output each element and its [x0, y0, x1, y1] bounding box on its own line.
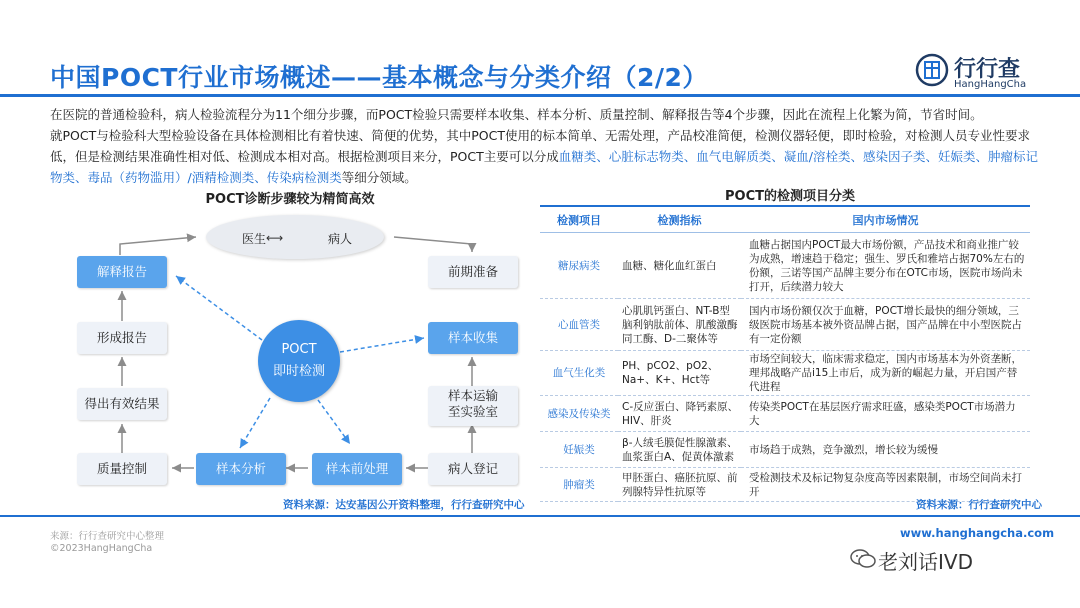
step-get-result: 得出有效结果	[77, 388, 167, 420]
table-row	[540, 351, 1030, 396]
patient-label: 病人	[328, 232, 353, 246]
logo-text: 行行查	[954, 57, 1021, 82]
intro-paragraph-1: 在医院的普通检验科，病人检验流程分为11个细分步骤，而POCT检验只需要样本收集、样本分析、质量控制、解释报告等4个步骤，因此在流程上化繁为简，节省时间。	[50, 107, 983, 122]
intro-end-text: 等细分领域。	[341, 170, 417, 185]
step-sample-pretreatment: 样本前处理	[312, 453, 402, 485]
table-row	[540, 396, 1030, 432]
column-header: 检测指标	[618, 208, 741, 233]
indicator-cell: C-反应蛋白、降钙素原、HIV、肝炎	[618, 396, 741, 432]
poct-category-table	[540, 208, 1030, 502]
step-sample-transport: 样本运输 至实验室	[428, 386, 518, 426]
footer-copyright: ©2023HangHangCha	[50, 543, 153, 554]
table-row	[540, 233, 1030, 299]
core-label-2: 即时检测	[272, 364, 325, 379]
market-cell: 市场趋于成熟，竞争激烈，增长较为缓慢	[741, 432, 1030, 468]
doctor-patient-ellipse	[206, 215, 384, 259]
step-preparation: 前期准备	[428, 256, 518, 288]
table-row	[540, 299, 1030, 351]
table-title: POCT的检测项目分类	[725, 189, 855, 204]
page-title: 中国POCT行业市场概述——基本概念与分类介绍（2/2）	[50, 63, 708, 92]
category-cell: 妊娠类	[540, 432, 618, 468]
watermark-text: 老刘话IVD	[878, 550, 973, 574]
step-form-report: 形成报告	[77, 322, 167, 354]
doctor-label: 医生	[242, 232, 267, 246]
indicator-cell: 甲胚蛋白、癌胚抗原、前列腺特异性抗原等	[618, 468, 741, 502]
table-top-rule	[540, 205, 1030, 207]
step-sample-analysis: 样本分析	[196, 453, 286, 485]
footer-website-link[interactable]: www.hanghangcha.com	[900, 526, 1055, 540]
category-cell: 血气生化类	[540, 351, 618, 396]
market-cell: 国内市场份额仅次于血糖，POCT增长最快的细分领域，三级医院市场基本被外资品牌占据，国产品牌在中小型医院占有一定份额	[741, 299, 1030, 351]
indicator-cell: 血糖、糖化血红蛋白	[618, 233, 741, 299]
column-header: 检测项目	[540, 208, 618, 233]
market-cell: 市场空间较大，临床需求稳定，国内市场基本为外资垄断，理邦战略产品i15上市后，成为新的崛起力量，开启国产替代进程	[741, 351, 1030, 396]
step-sample-collection: 样本收集	[428, 322, 518, 354]
category-cell: 心血管类	[540, 299, 618, 351]
category-cell: 糖尿病类	[540, 233, 618, 299]
bidirectional-arrow-icon: ⟷	[266, 231, 284, 245]
footer-source: 来源：行行查研究中心整理	[50, 531, 165, 542]
step-patient-registration: 病人登记	[428, 453, 518, 485]
market-cell: 传染类POCT在基层医疗需求旺盛，感染类POCT市场潜力大	[741, 396, 1030, 432]
indicator-cell: PH、pCO2、pO2、Na+、K+、Hct等	[618, 351, 741, 396]
footer-divider	[0, 515, 1080, 517]
indicator-cell: β-人绒毛膜促性腺激素、血浆蛋白A、促黄体激素	[618, 432, 741, 468]
table-source: 资料来源：行行查研究中心	[916, 499, 1042, 511]
logo-subtext: HangHangCha	[954, 79, 1027, 90]
core-label-1: POCT	[281, 342, 317, 357]
diagram-title: POCT诊断步骤较为精简高效	[205, 192, 375, 207]
diagram-source: 资料来源：达安基因公开资料整理，行行查研究中心	[283, 499, 525, 511]
intro-category-highlight: 血糖类、心脏标志物类、血气电解质类、凝血/溶栓类、感染因子类、妊娠类、肿瘤标记物类、毒品（药物滥用）/酒精检测类、传染病检测类	[50, 149, 1038, 185]
market-cell: 血糖占据国内POCT最大市场份额，产品技术和商业推广较为成熟，增速趋于稳定；强生、罗氏和雅培占据70%左右的份额，三诺等国产品牌主要分布在OTC市场，医院市场尚未打开，后续潜力较大	[741, 233, 1030, 299]
step-quality-control: 质量控制	[77, 453, 167, 485]
step-interpret-report: 解释报告	[77, 256, 167, 288]
column-header: 国内市场情况	[741, 208, 1030, 233]
category-cell: 肿瘤类	[540, 468, 618, 502]
poct-core-circle	[258, 320, 340, 402]
indicator-cell: 心肌肌钙蛋白、NT-B型脑利钠肽前体、肌酸激酶同工酶、D-二聚体等	[618, 299, 741, 351]
wechat-icon	[850, 548, 876, 570]
category-cell: 感染及传染类	[540, 396, 618, 432]
intro-plain-text: 就POCT与检验科大型检验设备在具体检测相比有着快速、简便的优势，其中POCT使用的标本简单、无需处理，产品校准简便，检测仪器轻便，即时检验，对检测人员专业性要求低，但是检测结果准确性相对低、检测成本相对高。根据检测项目来分，POCT主要可以分成	[50, 128, 1030, 164]
table-row	[540, 432, 1030, 468]
table-header-row	[540, 208, 1030, 233]
market-cell: 受检测技术及标记物复杂度高等因素限制，市场空间尚未打开	[741, 468, 1030, 502]
